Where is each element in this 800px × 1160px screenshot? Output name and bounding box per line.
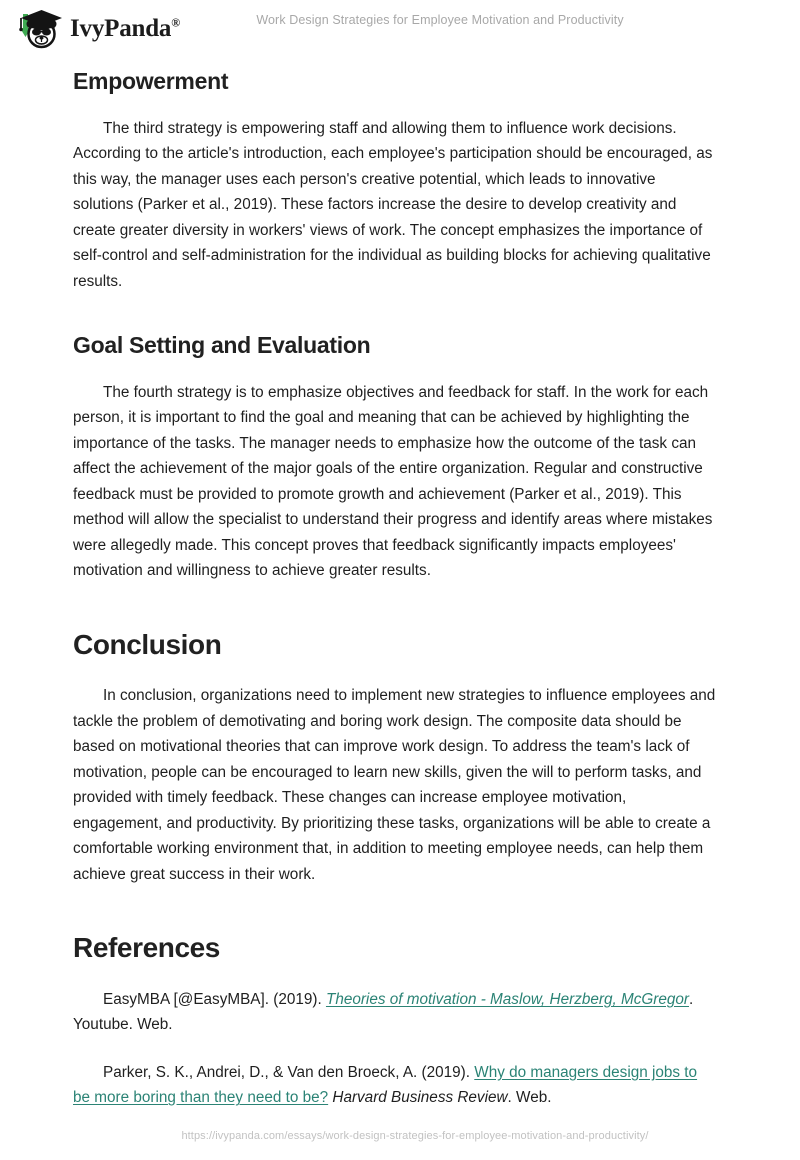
document-title-header: Work Design Strategies for Employee Motivation and Productivity	[256, 13, 624, 27]
heading-goal-setting-and-evaluation: Goal Setting and Evaluation	[73, 332, 371, 359]
heading-references: References	[73, 932, 220, 964]
footer-url: https://ivypanda.com/essays/work-design-strategies-for-employee-motivation-and-productivity/	[181, 1130, 649, 1142]
registered-trademark-icon: ®	[171, 15, 180, 30]
brand-name-text: IvyPanda	[70, 14, 172, 42]
reference-source-title: Harvard Business Review	[332, 1089, 508, 1107]
reference-entry	[73, 1060, 718, 1111]
reference-prefix: EasyMBA [@EasyMBA]. (2019).	[103, 990, 326, 1008]
paragraph-conclusion: In conclusion, organizations need to implement new strategies to influence employees and tackle the problem of demotivating and boring work design. The composite data should be based on motivational theories that can improve work design. To address the team's lack of motivation, people can be encouraged to learn new skills, given the will to perform tasks, and provided with timely feedback. These changes can increase employee motivation, engagement, and productivity. By prioritizing these tasks, organizations will be able to create a comfortable working environment that, in addition to meeting employee needs, can help them achieve great success in their work.	[73, 687, 716, 883]
reference-link[interactable]: Theories of motivation - Maslow, Herzberg, McGregor	[325, 990, 689, 1008]
paragraph-goal-setting-and-evaluation: The fourth strategy is to emphasize objectives and feedback for staff. In the work for each person, it is important to find the goal and meaning that can be achieved by highlighting the importance of the tasks. The manager needs to emphasize how the outcome of the task can affect the achievement of the major goals of the entire organization. Regular and constructive feedback must be provided to promote growth and achievement (Parker et al., 2019). This method will allow the specialist to understand their progress and identify areas where mistakes were allegedly made. This concept proves that feedback significantly impacts employees' motivation and willingness to achieve greater results.	[73, 383, 713, 580]
reference-entry	[73, 987, 718, 1038]
section-spacer	[73, 913, 718, 931]
reference-suffix: . Youtube. Web.	[73, 990, 694, 1034]
reference-prefix: Parker, S. K., Andrei, D., & Van den Broeck, A. (2019).	[103, 1063, 475, 1081]
document-body	[73, 68, 718, 1133]
section-spacer	[73, 610, 718, 628]
page-header	[0, 0, 800, 56]
heading-conclusion: Conclusion	[73, 628, 222, 660]
reference-tail: . Web.	[507, 1089, 552, 1107]
heading-empowerment: Empowerment	[73, 68, 229, 94]
paragraph-empowerment: The third strategy is empowering staff and allowing them to influence work decisions. According to the article's introduction, each employee's participation should be encouraged, as this way, the manager uses each person's creative potential, which leads to innovative solutions (Parker et al., 2019). These factors increase the desire to develop creativity and create greater diversity in workers' views of work. The concept emphasizes the importance of self-control and self-administration for the individual as building blocks for achieving qualitative results.	[73, 119, 713, 290]
section-spacer	[73, 320, 718, 332]
reference-link[interactable]: Why do managers design jobs to be more boring than they need to be?	[73, 1063, 698, 1107]
